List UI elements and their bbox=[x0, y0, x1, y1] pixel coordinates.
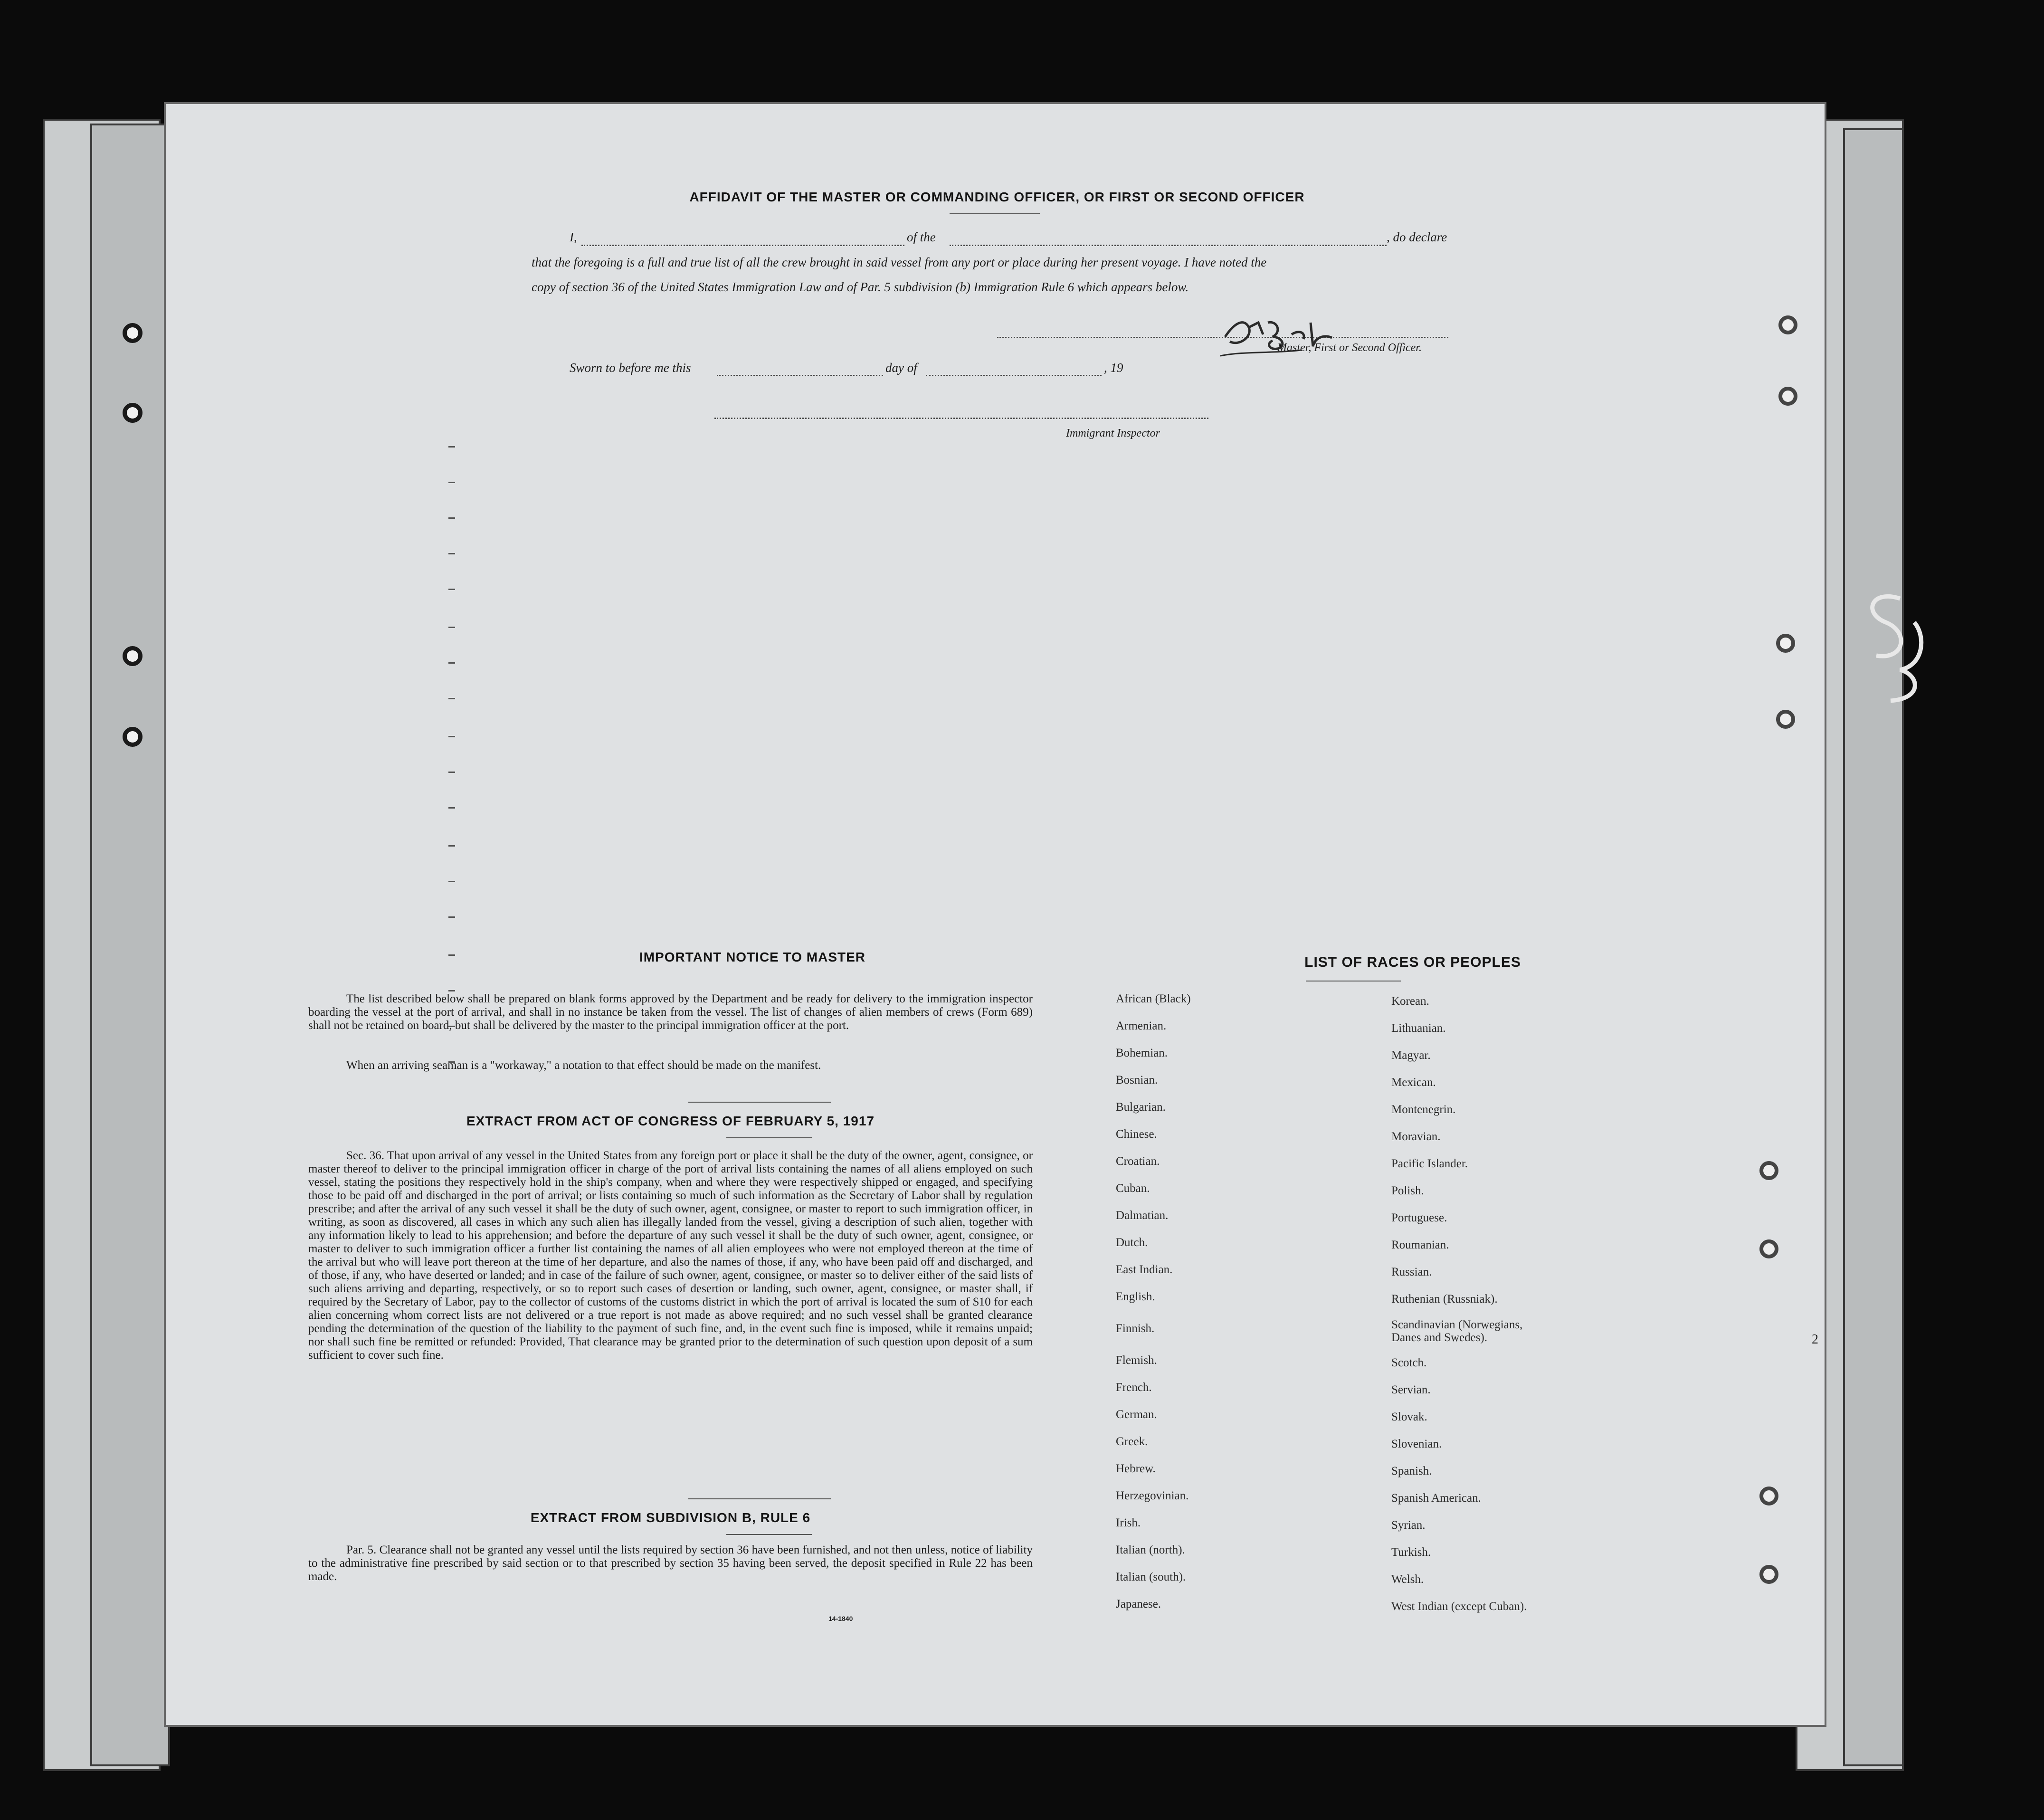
race-item: Croatian. bbox=[1116, 1155, 1160, 1168]
margin-tick bbox=[448, 662, 455, 664]
race-item: Servian. bbox=[1391, 1383, 1431, 1396]
race-item: Finnish. bbox=[1116, 1322, 1155, 1335]
race-item: Moravian. bbox=[1391, 1130, 1441, 1143]
race-item: Mexican. bbox=[1391, 1076, 1436, 1089]
margin-tick bbox=[448, 627, 455, 628]
sworn-month-field[interactable] bbox=[926, 375, 1102, 376]
background-page-right-2 bbox=[1843, 128, 1904, 1766]
do-declare-label: , do declare bbox=[1387, 230, 1447, 244]
race-item: Spanish American. bbox=[1391, 1492, 1481, 1505]
race-item: Italian (north). bbox=[1116, 1544, 1185, 1556]
name-field[interactable] bbox=[581, 245, 904, 246]
year-label: , 19 bbox=[1104, 361, 1123, 375]
race-item: Irish. bbox=[1116, 1516, 1141, 1529]
race-item: West Indian (except Cuban). bbox=[1391, 1600, 1527, 1613]
race-item: East Indian. bbox=[1116, 1263, 1173, 1276]
margin-tick bbox=[448, 736, 455, 737]
of-the-label: of the bbox=[907, 230, 936, 244]
race-item: Armenian. bbox=[1116, 1020, 1167, 1032]
paper-hole bbox=[1776, 634, 1795, 653]
races-title: LIST OF RACES OR PEOPLES bbox=[1304, 954, 1521, 970]
paper-hole bbox=[1778, 387, 1797, 406]
margin-tick bbox=[448, 589, 455, 590]
notice-title: IMPORTANT NOTICE TO MASTER bbox=[639, 950, 866, 964]
race-item: Scotch. bbox=[1391, 1356, 1427, 1369]
paragraph-5-text: Par. 5. Clearance shall not be granted any vessel until the lists required by section 36 have been furnished, and not then unless, notice of liability to the administrative fine prescribed by said section or to that prescribed by section 35 having been served, the deposit specified in Rule 22 has been made. bbox=[308, 1544, 1033, 1583]
paper-hole bbox=[1776, 710, 1795, 729]
race-item: Turkish. bbox=[1391, 1546, 1431, 1559]
margin-tick bbox=[448, 446, 455, 448]
affidavit-page bbox=[164, 102, 1826, 1727]
extract-rule-title-rule bbox=[726, 1534, 812, 1535]
race-item: Slovenian. bbox=[1391, 1438, 1442, 1450]
race-item: Montenegrin. bbox=[1391, 1103, 1456, 1116]
race-item: Herzegovinian. bbox=[1116, 1489, 1189, 1502]
inspector-caption: Immigrant Inspector bbox=[1066, 427, 1160, 439]
race-item: Flemish. bbox=[1116, 1354, 1157, 1367]
paper-hole bbox=[1778, 315, 1797, 334]
binder-hole bbox=[123, 323, 143, 343]
race-item: Cuban. bbox=[1116, 1182, 1150, 1195]
race-item: Polish. bbox=[1391, 1184, 1424, 1197]
race-item: Dutch. bbox=[1116, 1236, 1148, 1249]
race-item: Bohemian. bbox=[1116, 1047, 1168, 1059]
handwritten-mark bbox=[1843, 584, 1929, 708]
paper-hole bbox=[1759, 1239, 1778, 1258]
sworn-day-field[interactable] bbox=[717, 375, 883, 376]
i-label: I, bbox=[570, 230, 577, 244]
notice-rule bbox=[688, 1102, 831, 1103]
extract-act-rule bbox=[726, 1137, 812, 1138]
race-item: Hebrew. bbox=[1116, 1462, 1156, 1475]
margin-tick bbox=[448, 807, 455, 809]
race-item: Portuguese. bbox=[1391, 1211, 1447, 1224]
race-item: French. bbox=[1116, 1381, 1152, 1394]
race-item: Japanese. bbox=[1116, 1598, 1161, 1610]
affidavit-title: AFFIDAVIT OF THE MASTER OR COMMANDING OFFICER, OR FIRST OR SECOND OFFICER bbox=[689, 190, 1305, 204]
race-item: Russian. bbox=[1391, 1266, 1432, 1278]
section-36-text: Sec. 36. That upon arrival of any vessel in the United States from any foreign port or place it shall be the duty of the owner, agent, consignee, or master thereof to deliver to the principal immigration officer in charge of the port of arrival lists containing the names of all aliens employed on such vessel, stating the positions they respectively hold in the ship's company, when and where they were respectively shipped or engaged, and specifying those to be paid off and discharged in the port of arrival; or lists containing so much of such information as the Secretary of Labor shall by regulation prescribe; and after the arrival of any such vessel it shall be the duty of such owner, agent, consignee, or master to report to such immigration officer, in writing, as soon as discovered, all cases in which any such alien has illegally landed from the vessel, giving a description of such alien, together with any information likely to lead to his apprehension; and before the departure of any such vessel it shall be the duty of such owner, agent, consignee, or master to deliver to such immigration officer a further list containing the names of all alien employees who were not employed thereon at the time of the arrival but who will leave port thereon at the time of her departure, and also the names of those, if any, who have been paid off and discharged, and of those, if any, who have deserted or landed; and in case of the failure of such owner, agent, consignee, or master so to deliver either of the said lists of such aliens arriving and departing, respectively, or so to report such cases of desertion or landing, such owner, agent, consignee, or master shall, if required by the Secretary of Labor, pay to the collector of customs of the customs district in which the port of arrival is located the sum of $10 for each alien concerning whom correct lists are not delivered or a true report is not made as above required; and no such vessel shall be granted clearance pending the determination of the question of the liability to the payment of such fine, and, in the event such fine is imposed, while it remains unpaid; nor shall such fine be remitted or refunded: Provided, That clearance may be granted prior to the determination of such question upon deposit of a sum sufficient to cover such fine. bbox=[308, 1149, 1033, 1362]
paper-hole bbox=[1759, 1161, 1778, 1180]
day-of-label: day of bbox=[885, 361, 917, 375]
binder-hole bbox=[123, 727, 143, 747]
race-item: Slovak. bbox=[1391, 1410, 1427, 1423]
race-item: Roumanian. bbox=[1391, 1239, 1449, 1251]
race-item: African (Black) bbox=[1116, 992, 1191, 1005]
inspector-signature-field[interactable] bbox=[714, 418, 1208, 419]
margin-mark: 2 bbox=[1812, 1332, 1818, 1347]
race-item: Welsh. bbox=[1391, 1573, 1424, 1586]
race-item: Magyar. bbox=[1391, 1049, 1431, 1062]
margin-tick bbox=[448, 916, 455, 918]
race-item: Chinese. bbox=[1116, 1128, 1157, 1141]
margin-tick bbox=[448, 845, 455, 847]
background-page-left-2 bbox=[90, 124, 170, 1766]
race-item: Ruthenian (Russniak). bbox=[1391, 1293, 1498, 1305]
form-number: 14-1840 bbox=[828, 1615, 853, 1622]
extract-rule-title: EXTRACT FROM SUBDIVISION B, RULE 6 bbox=[530, 1510, 811, 1525]
paper-hole bbox=[1759, 1565, 1778, 1584]
race-item: Syrian. bbox=[1391, 1519, 1426, 1532]
race-item: German. bbox=[1116, 1408, 1157, 1421]
binder-hole bbox=[123, 646, 143, 666]
race-item: Pacific Islander. bbox=[1391, 1157, 1468, 1170]
notice-paragraph-1: The list described below shall be prepared on blank forms approved by the Department and be ready for delivery to the immigration inspector boarding the vessel at the port of arrival, and shall in no instance be taken from the vessel. The list of changes of alien members of crews (Form 689) shall not be retained on board, but shall be delivered by the master to the principal immigration officer at the port. bbox=[308, 992, 1033, 1032]
margin-tick bbox=[448, 881, 455, 882]
margin-tick bbox=[448, 698, 455, 699]
race-item: Bulgarian. bbox=[1116, 1101, 1166, 1114]
affidavit-line-2: that the foregoing is a full and true list of all the crew brought in said vessel from any port or place during her present voyage. I have noted the bbox=[532, 255, 1267, 269]
sworn-label: Sworn to before me this bbox=[570, 361, 691, 375]
race-item: Italian (south). bbox=[1116, 1571, 1186, 1583]
extract-act-title: EXTRACT FROM ACT OF CONGRESS OF FEBRUARY 5, 1917 bbox=[466, 1114, 875, 1128]
paper-hole bbox=[1759, 1486, 1778, 1506]
race-item: Bosnian. bbox=[1116, 1074, 1158, 1086]
margin-tick bbox=[448, 517, 455, 519]
affidavit-line-3: copy of section 36 of the United States Immigration Law and of Par. 5 subdivision (b) Immigration Rule 6 which appears below. bbox=[532, 280, 1189, 294]
vessel-field[interactable] bbox=[950, 245, 1387, 246]
signature-caption: Master, First or Second Officer. bbox=[1277, 342, 1422, 354]
margin-tick bbox=[448, 553, 455, 554]
race-item: Korean. bbox=[1391, 995, 1429, 1008]
margin-tick bbox=[448, 482, 455, 483]
race-item: Lithuanian. bbox=[1391, 1022, 1446, 1035]
race-item: Dalmatian. bbox=[1116, 1209, 1169, 1222]
race-item: Greek. bbox=[1116, 1435, 1148, 1448]
notice-paragraph-2: When an arriving seaman is a "workaway," a notation to that effect should be made on the manifest. bbox=[346, 1059, 821, 1072]
race-item: Spanish. bbox=[1391, 1465, 1432, 1477]
race-item: English. bbox=[1116, 1290, 1155, 1303]
race-item: Scandinavian (Norwegians, Danes and Swedes). bbox=[1391, 1318, 1523, 1344]
margin-tick bbox=[448, 990, 455, 991]
margin-tick bbox=[448, 772, 455, 773]
binder-hole bbox=[123, 403, 143, 423]
extract-rule-rule bbox=[688, 1498, 831, 1499]
title-rule bbox=[950, 213, 1040, 214]
